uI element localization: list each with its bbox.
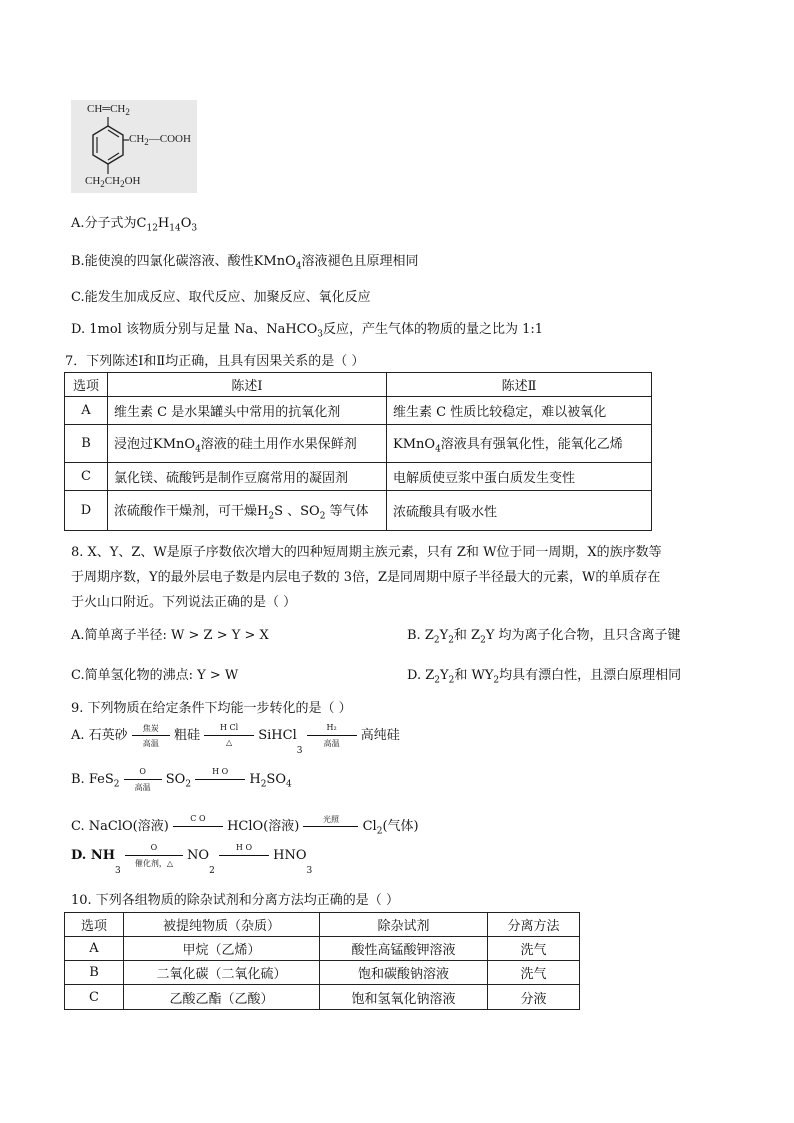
option-cell: C <box>65 985 124 1010</box>
reaction-arrow: O 高温 <box>124 779 162 780</box>
option-cell: A <box>65 937 124 961</box>
statement1-cell: 浓硫酸作干燥剂，可干燥$H_2S$ 、$SO_2$ 等气体 <box>108 491 387 531</box>
reaction-arrow: 焦炭 高温 <box>132 735 170 736</box>
table-row <box>65 937 580 961</box>
statement2-cell: 浓硫酸具有吸水性 <box>387 491 652 531</box>
method-cell: 分液 <box>488 985 580 1010</box>
table-row <box>65 397 652 425</box>
q7-stem: 7．下列陈述Ⅰ和Ⅱ均正确，且具有因果关系的是（ ） <box>65 354 365 369</box>
q6-option-c: C.能发生加成反应、取代反应、加聚反应、氧化反应 <box>71 290 371 305</box>
q7-header-s2: 陈述Ⅱ <box>387 373 652 397</box>
table-row <box>65 463 652 491</box>
structural-formula-image <box>71 100 197 193</box>
q8-option-b: B. $Z_2Y_2$和 $Z_2Y$ 均为离子化合物，且只含离子键 <box>407 628 681 646</box>
vinyl-group-label: $CH═CH_2$ <box>87 103 130 118</box>
q9-option-d: D. $NH_3$ O 催化剂，△ $NO_2$ H O $HNO_3$ <box>71 843 313 876</box>
q9-option-b: B. FeS$_2$ O 高温 $SO_2$ H O $H_2SO_4$ <box>71 767 292 792</box>
table-row <box>65 961 580 985</box>
substance-cell: 乙酸乙酯（乙酸） <box>124 985 320 1010</box>
reagent-cell: 饱和氢氧化钠溶液 <box>320 985 488 1010</box>
q10-stem: 10. 下列各组物质的除杂试剂和分离方法均正确的是（ ） <box>71 893 399 908</box>
q10-table <box>64 912 580 1010</box>
table-row <box>65 491 652 531</box>
reaction-arrow: 光照 <box>303 826 358 827</box>
reaction-arrow: C O <box>173 826 223 827</box>
q8-option-a: A.简单离子半径: W > Z > Y > X <box>71 628 269 643</box>
statement1-cell: 氯化镁、硫酸钙是制作豆腐常用的凝固剂 <box>108 463 387 491</box>
q10-header-method: 分离方法 <box>488 913 580 937</box>
q10-header-reagent: 除杂试剂 <box>320 913 488 937</box>
acetic-acid-group-label: $CH_2—COOH$ <box>129 133 191 148</box>
q7-header-option: 选项 <box>65 373 108 397</box>
option-cell: B <box>65 961 124 985</box>
option-cell: A <box>65 397 108 425</box>
method-cell: 洗气 <box>488 961 580 985</box>
reaction-arrow: H O <box>195 779 245 780</box>
statement2-cell: KMnO$_4$溶液具有强氧化性，能氧化乙烯 <box>387 425 652 463</box>
q9-stem: 9. 下列物质在给定条件下均能一步转化的是（ ） <box>71 701 352 716</box>
table-row <box>65 985 580 1010</box>
q7-header-row <box>65 373 652 397</box>
table-row <box>65 425 652 463</box>
q8-option-d: D. $Z_2Y_2$和 $WY_2$均具有漂白性，且漂白原理相同 <box>407 668 682 686</box>
q6-option-a: A.分子式为$C_{12}H_{14}O_3$ <box>71 216 198 234</box>
q7-header-s1: 陈述Ⅰ <box>108 373 387 397</box>
q6-option-d: D. 1mol 该物质分别与足量 Na、NaHCO$_3$反应，产生气体的物质的量之比为 1:1 <box>71 322 544 340</box>
q10-header-substance: 被提纯物质（杂质） <box>124 913 320 937</box>
statement1-cell: 浸泡过KMnO$_4$溶液的硅土用作水果保鲜剂 <box>108 425 387 463</box>
q8-stem-line2: 于周期序数，Y的最外层电子数是内层电子数的 3倍，Z是同周期中原子半径最大的元素，W的单质存在 <box>71 570 661 585</box>
reagent-cell: 酸性高锰酸钾溶液 <box>320 937 488 961</box>
q6-option-b: B.能使溴的四氯化碳溶液、酸性KMnO$_4$溶液褪色且原理相同 <box>71 254 419 272</box>
substance-cell: 甲烷（乙烯） <box>124 937 320 961</box>
substance-cell: 二氧化碳（二氧化硫） <box>124 961 320 985</box>
q8-option-c: C.简单氢化物的沸点: Y > W <box>71 668 239 683</box>
q8-stem-line1: 8. X、Y、Z、W是原子序数依次增大的四种短周期主族元素，只有 Z和 W位于同一周期，X的族序数等 <box>71 545 662 560</box>
reaction-arrow: H Cl △ <box>204 735 254 736</box>
reagent-cell: 饱和碳酸钠溶液 <box>320 961 488 985</box>
statement2-cell: 维生素 C 性质比较稳定，难以被氧化 <box>387 397 652 425</box>
option-cell: C <box>65 463 108 491</box>
q10-header-row <box>65 913 580 937</box>
method-cell: 洗气 <box>488 937 580 961</box>
reaction-arrow: H₂ 高温 <box>307 735 357 736</box>
q7-table <box>64 372 652 531</box>
statement2-cell: 电解质使豆浆中蛋白质发生变性 <box>387 463 652 491</box>
q8-stem-line3: 于火山口附近。下列说法正确的是（ ） <box>71 595 297 610</box>
q10-header-option: 选项 <box>65 913 124 937</box>
q9-option-c: C. NaClO(溶液) C O HClO(溶液) 光照 $Cl_2$(气体) <box>71 814 419 837</box>
hydroxyethyl-group-label: $CH_2CH_2OH$ <box>85 175 141 190</box>
statement1-cell: 维生素 C 是水果罐头中常用的抗氧化剂 <box>108 397 387 425</box>
option-cell: B <box>65 425 108 463</box>
q9-option-a: A. 石英砂 焦炭 高温 粗硅 H Cl △ SiHCl$_3$ H₂ 高温 高纯硅 <box>71 723 400 756</box>
reaction-arrow: O 催化剂，△ <box>125 855 183 856</box>
option-cell: D <box>65 491 108 531</box>
reaction-arrow: H O <box>219 855 269 856</box>
